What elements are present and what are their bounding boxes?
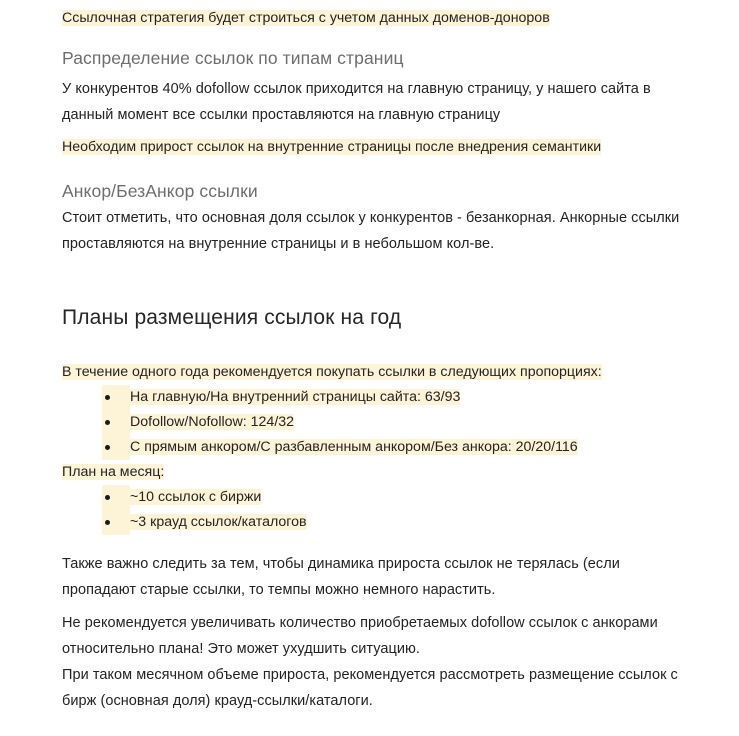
closing-paragraph-2-line1: Не рекомендуется увеличивать количество приобретаемых dofollow ссылок с анкорами относительно плана! Это может ухудшить ситуацию. bbox=[62, 615, 658, 657]
bullet-dot-icon bbox=[102, 510, 130, 535]
list-item bbox=[62, 485, 682, 510]
bullet-dot-icon bbox=[102, 385, 130, 410]
closing-paragraph-2-block bbox=[62, 610, 682, 714]
section1-paragraph-block bbox=[62, 76, 682, 128]
plans-title-block bbox=[62, 303, 682, 333]
year-plan-lead-text: В течение одного года рекомендуется покупать ссылки в следующих пропорциях: bbox=[62, 364, 602, 380]
year-plan-list bbox=[62, 385, 682, 460]
section1-note-block bbox=[62, 135, 682, 160]
list-item bbox=[62, 410, 682, 435]
closing-paragraph-2-line2: При таком месячном объеме прироста, рекомендуется рассмотреть размещение ссылок с бирж (основная доля) крауд-ссылки/каталоги. bbox=[62, 667, 678, 709]
list-item-label: Dofollow/Nofollow: 124/32 bbox=[130, 414, 295, 430]
section1-paragraph: У конкурентов 40% dofollow ссылок приходится на главную страницу, у нашего сайта в данный момент все ссылки проставляются на главную страницу bbox=[62, 81, 651, 123]
section2-heading-block bbox=[62, 177, 682, 205]
bullet-dot-icon bbox=[102, 410, 130, 435]
section1-note-paragraph bbox=[62, 135, 682, 160]
list-item-label: На главную/На внутренний страницы сайта: 63/93 bbox=[130, 389, 461, 405]
year-plan-lead bbox=[62, 360, 682, 385]
list-item bbox=[62, 385, 682, 410]
list-item bbox=[62, 435, 682, 460]
list-item bbox=[62, 510, 682, 535]
intro-highlight-text: Ссылочная стратегия будет строиться с учетом данных доменов-доноров bbox=[62, 10, 550, 26]
month-plan-list bbox=[62, 485, 682, 535]
section2-paragraph-block bbox=[62, 205, 682, 257]
intro-highlight-block bbox=[62, 6, 682, 31]
page-title: Планы размещения ссылок на год bbox=[62, 306, 402, 329]
bullet-dot-icon bbox=[102, 435, 130, 460]
closing-paragraph-1: Также важно следить за тем, чтобы динамика прироста ссылок не терялась (если пропадают старые ссылки, то темпы можно немного нарастить. bbox=[62, 556, 620, 598]
month-plan-lead bbox=[62, 460, 682, 485]
section1-heading-block bbox=[62, 44, 682, 72]
bullet-dot-icon bbox=[102, 485, 130, 510]
list-item-label: ~10 ссылок с биржи bbox=[130, 489, 262, 505]
section1-note-text: Необходим прирост ссылок на внутренние страницы после внедрения семантики bbox=[62, 139, 602, 155]
list-item-label: ~3 крауд ссылок/каталогов bbox=[130, 514, 307, 530]
intro-highlight-paragraph bbox=[62, 6, 682, 31]
section2-paragraph: Стоит отметить, что основная доля ссылок у конкурентов - безанкорная. Анкорные ссылки проставляются на внутренние страницы и в небольшом кол-ве. bbox=[62, 210, 680, 252]
month-plan-lead-text: План на месяц: bbox=[62, 464, 165, 480]
plans-list-block bbox=[62, 360, 682, 535]
section2-heading: Анкор/БезАнкор ссылки bbox=[62, 181, 258, 201]
list-item-label: С прямым анкором/С разбавленным анкором/Без анкора: 20/20/116 bbox=[130, 439, 578, 455]
section1-heading: Распределение ссылок по типам страниц bbox=[62, 48, 404, 68]
closing-paragraph-1-block bbox=[62, 551, 682, 603]
